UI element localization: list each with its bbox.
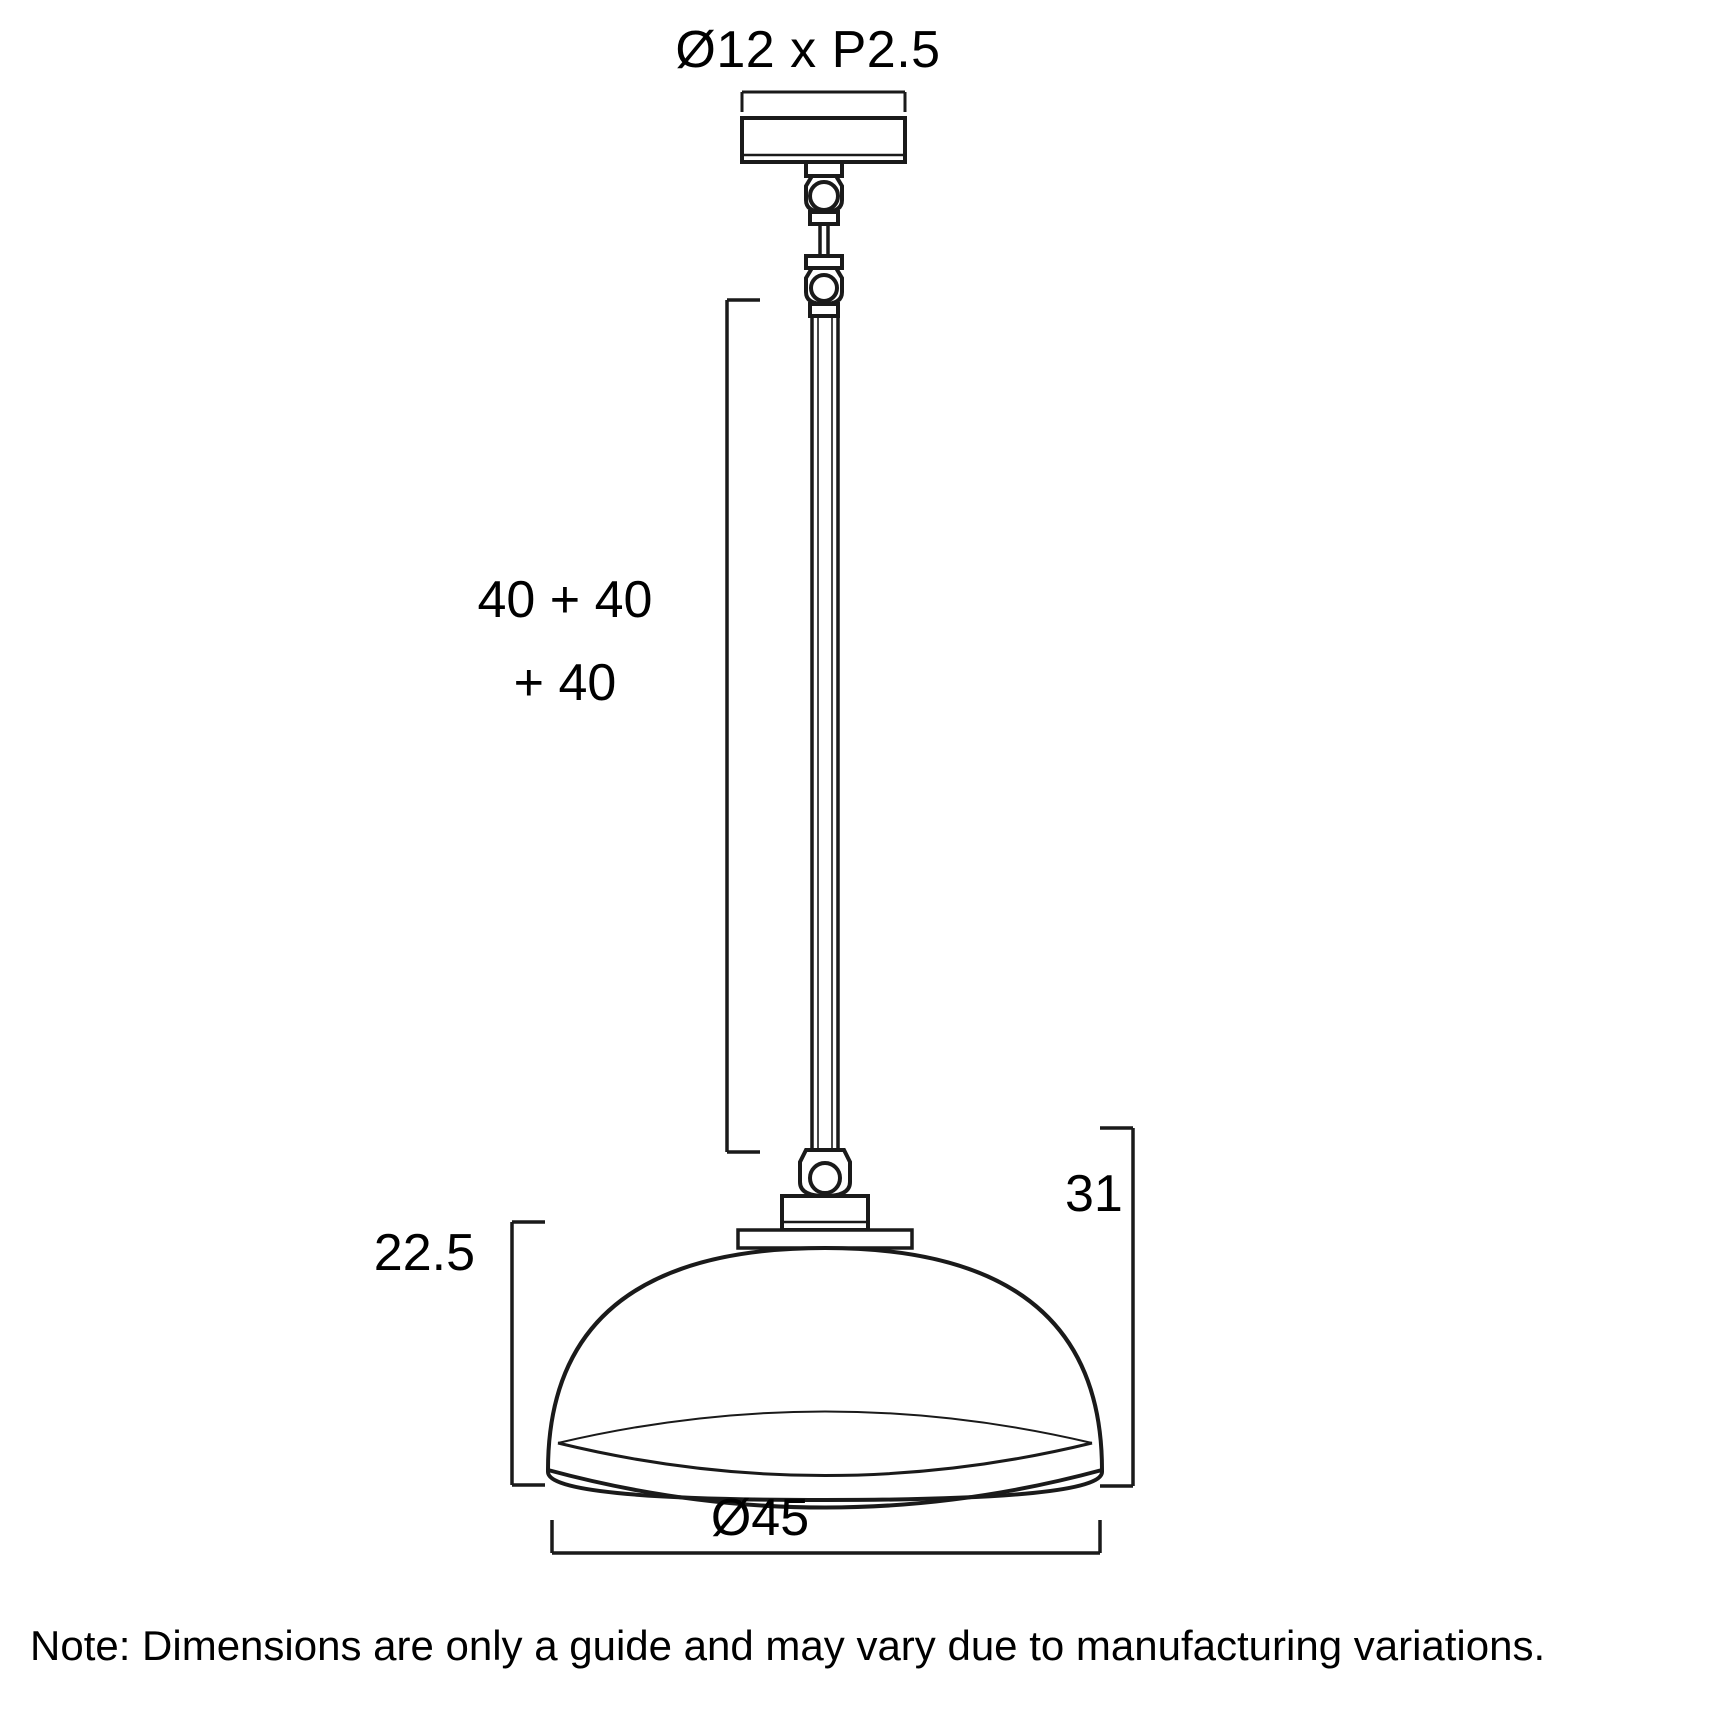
drop-dimension-bracket	[727, 300, 760, 1152]
shade-yoke-fitting	[782, 1150, 868, 1230]
shade-height-label: 22.5	[373, 1224, 475, 1282]
manufacturing-note: Note: Dimensions are only a guide and may vary due to manufacturing variations.	[30, 1622, 1546, 1669]
thread-dimension-label	[0, 22, 1712, 79]
drop-dimension-label-line2: + 40	[513, 654, 617, 712]
shade-top-collar	[738, 1230, 912, 1248]
suspension-rod	[812, 316, 838, 1150]
chain-link-segment	[820, 224, 828, 258]
thread-dimension-leader	[742, 92, 905, 112]
thread-dimension-text: Ø12 x P2.5	[675, 21, 941, 79]
lower-loop-connector	[806, 256, 842, 316]
ceiling-canopy	[742, 118, 905, 162]
drop-dimension-label-line1: 40 + 40	[477, 571, 653, 629]
upper-loop-connector	[806, 162, 842, 224]
dome-shade	[548, 1248, 1102, 1500]
total-height-label: 31	[1065, 1165, 1123, 1223]
shade-height-dimension	[512, 1222, 545, 1485]
diameter-label: Ø45	[710, 1489, 810, 1547]
